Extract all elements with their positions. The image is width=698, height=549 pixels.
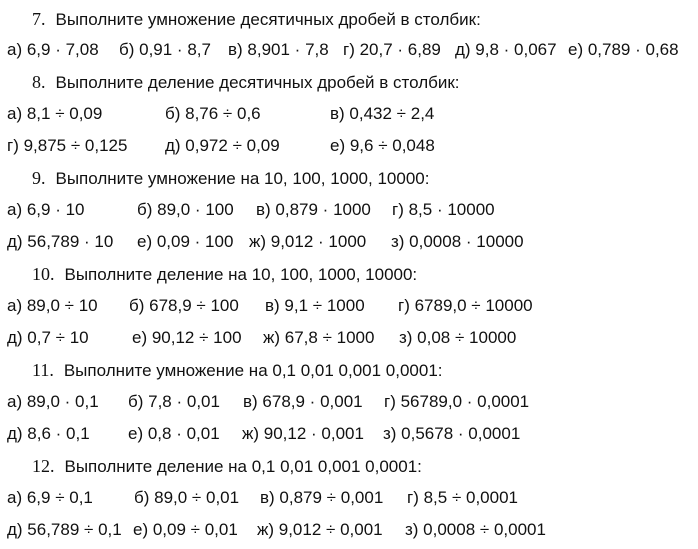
exercise-number: 11. <box>32 360 54 380</box>
task-item: з) 0,5678 · 0,0001 <box>383 424 521 443</box>
task-item: з) 0,08 ÷ 10000 <box>399 328 517 347</box>
task-item: ж) 90,12 · 0,001 <box>242 424 364 443</box>
task-item: а) 6,9 · 7,08 <box>7 40 99 59</box>
task-item: ж) 9,012 ÷ 0,001 <box>257 520 383 539</box>
task-item: е) 0,789 · 0,68 <box>568 40 679 59</box>
task-item: д) 0,972 ÷ 0,09 <box>165 136 280 155</box>
exercise-9-heading <box>32 166 429 190</box>
task-item: в) 0,432 ÷ 2,4 <box>330 104 435 123</box>
task-item: в) 8,901 · 7,8 <box>228 40 329 59</box>
task-item: д) 9,8 · 0,067 <box>455 40 557 59</box>
task-item: д) 8,6 · 0,1 <box>7 424 90 443</box>
task-item: е) 0,09 · 100 <box>137 232 234 251</box>
exercise-11-heading <box>32 358 443 382</box>
task-item: в) 0,879 ÷ 0,001 <box>260 488 384 507</box>
task-item: а) 6,9 · 10 <box>7 200 85 219</box>
task-item: б) 0,91 · 8,7 <box>119 40 211 59</box>
task-item: д) 0,7 ÷ 10 <box>7 328 89 347</box>
task-item: з) 0,0008 ÷ 0,0001 <box>405 520 546 539</box>
task-item: в) 9,1 ÷ 1000 <box>265 296 365 315</box>
task-item: е) 0,09 ÷ 0,01 <box>133 520 238 539</box>
task-item: е) 9,6 ÷ 0,048 <box>330 136 435 155</box>
exercise-number: 7. <box>32 9 46 29</box>
task-item: д) 56,789 · 10 <box>7 232 114 251</box>
exercise-title: Выполните деление десятичных дробей в столбик: <box>55 73 460 92</box>
task-item: а) 6,9 ÷ 0,1 <box>7 488 93 507</box>
exercise-title: Выполните деление на 0,1 0,01 0,001 0,0001: <box>64 457 422 476</box>
exercise-title: Выполните умножение на 0,1 0,01 0,001 0,0001: <box>63 361 443 380</box>
exercise-8-heading <box>32 70 460 94</box>
task-item: в) 678,9 · 0,001 <box>243 392 363 411</box>
task-item: е) 0,8 · 0,01 <box>128 424 220 443</box>
exercise-number: 8. <box>32 72 46 92</box>
task-item: г) 6789,0 ÷ 10000 <box>398 296 533 315</box>
exercise-title: Выполните деление на 10, 100, 1000, 10000: <box>64 265 418 284</box>
exercise-12-heading <box>32 454 422 478</box>
task-item: в) 0,879 · 1000 <box>256 200 371 219</box>
task-item: ж) 9,012 · 1000 <box>249 232 367 251</box>
exercise-10-heading <box>32 262 417 286</box>
task-item: г) 20,7 · 6,89 <box>343 40 441 59</box>
task-item: б) 89,0 · 100 <box>137 200 234 219</box>
task-item: б) 7,8 · 0,01 <box>128 392 220 411</box>
exercise-number: 10. <box>32 264 55 284</box>
task-item: б) 678,9 ÷ 100 <box>129 296 239 315</box>
exercise-title: Выполните умножение десятичных дробей в столбик: <box>55 10 481 29</box>
task-item: б) 8,76 ÷ 0,6 <box>165 104 261 123</box>
task-item: д) 56,789 ÷ 0,1 <box>7 520 122 539</box>
task-item: е) 90,12 ÷ 100 <box>132 328 242 347</box>
task-item: а) 89,0 ÷ 10 <box>7 296 98 315</box>
task-item: а) 89,0 · 0,1 <box>7 392 99 411</box>
exercise-title: Выполните умножение на 10, 100, 1000, 10000: <box>55 169 430 188</box>
task-item: г) 8,5 ÷ 0,0001 <box>407 488 518 507</box>
exercise-7-heading <box>32 7 481 31</box>
task-item: а) 8,1 ÷ 0,09 <box>7 104 103 123</box>
task-item: г) 8,5 · 10000 <box>392 200 495 219</box>
exercise-number: 12. <box>32 456 55 476</box>
task-item: г) 56789,0 · 0,0001 <box>384 392 530 411</box>
exercise-number: 9. <box>32 168 46 188</box>
task-item: ж) 67,8 ÷ 1000 <box>263 328 375 347</box>
task-item: г) 9,875 ÷ 0,125 <box>7 136 128 155</box>
task-item: б) 89,0 ÷ 0,01 <box>134 488 240 507</box>
task-item: з) 0,0008 · 10000 <box>391 232 524 251</box>
